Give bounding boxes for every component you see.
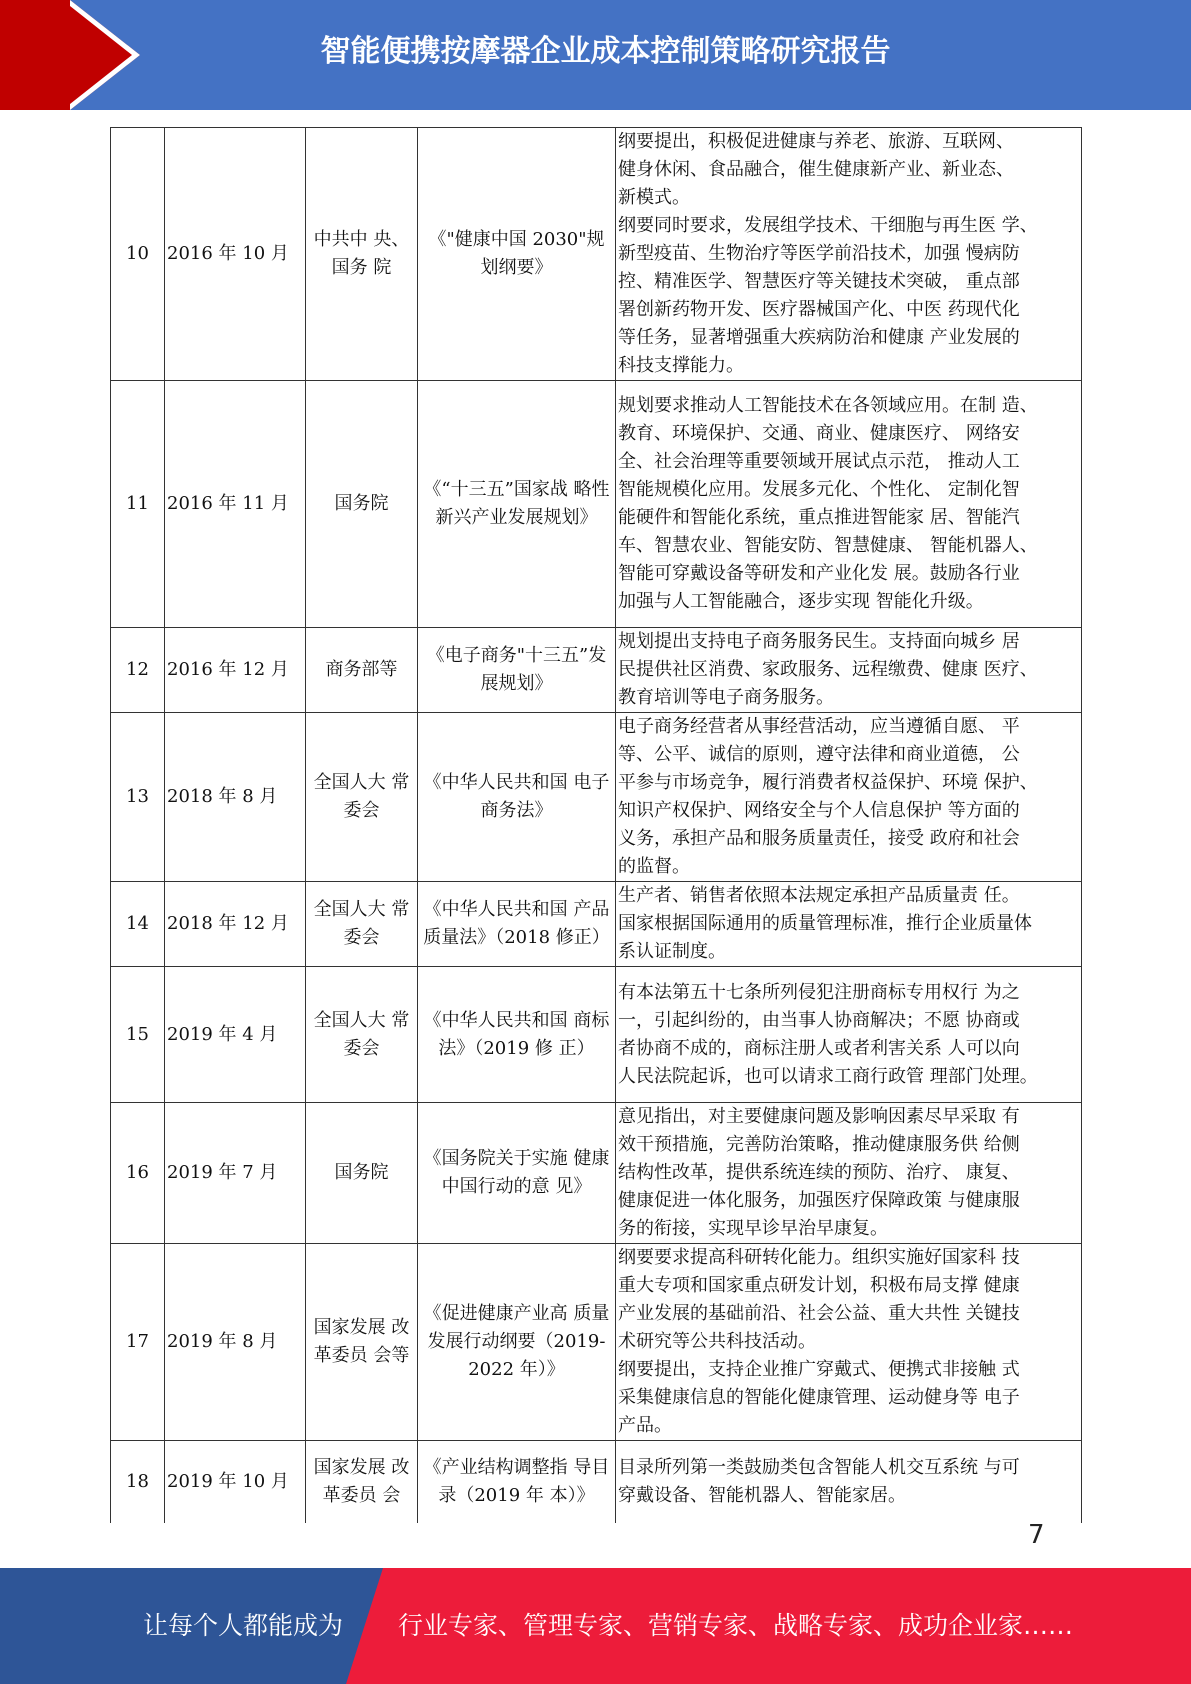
row-issuer-cell: 国务院: [306, 381, 418, 628]
row-issuer-cell: 全国人大 常委会: [306, 967, 418, 1103]
content-line: 车、智慧农业、智能安防、智慧健康、 智能机器人、: [618, 535, 1038, 556]
row-document-cell: 《“十三五”国家战 略性新兴产业发展规划》: [418, 381, 616, 628]
table-row: [111, 1441, 1082, 1523]
row-number-cell: 13: [111, 713, 165, 882]
content-line: 目录所列第一类鼓励类包含智能人机交互系统 与可: [618, 1456, 1020, 1478]
content-line: 纲要要求提高科研转化能力。组织实施好国家科 技: [618, 1247, 1020, 1268]
content-line: 智能规模化应用。发展多元化、个性化、 定制化智: [618, 479, 1020, 500]
row-content-cell: [616, 1244, 1082, 1441]
row-issuer-cell: 国务院: [306, 1103, 418, 1244]
table-row: [111, 381, 1082, 628]
content-line: 规划要求推动人工智能技术在各领域应用。在制 造、: [618, 395, 1038, 416]
row-issuer-cell: 商务部等: [306, 628, 418, 713]
row-number-cell: 15: [111, 967, 165, 1103]
content-line: 新模式。: [618, 187, 690, 208]
row-date-cell: 2019 年 10 月: [165, 1441, 306, 1523]
content-line: 人民法院起诉，也可以请求工商行政管 理部门处理。: [618, 1065, 1038, 1087]
page-footer: [0, 1568, 1191, 1684]
content-line: 产业发展的基础前沿、社会公益、重大共性 关键技: [618, 1303, 1020, 1324]
table-row: [111, 882, 1082, 967]
content-line: 的监督。: [618, 856, 690, 877]
content-line: 民提供社区消费、家政服务、远程缴费、健康 医疗、: [618, 659, 1038, 680]
row-date-cell: 2018 年 8 月: [165, 713, 306, 882]
row-content-cell: [616, 713, 1082, 882]
row-issuer-cell: 中共中 央、国务 院: [306, 128, 418, 381]
row-number-cell: 17: [111, 1244, 165, 1441]
header-chevron-icon: [70, 0, 150, 110]
content-line: 系认证制度。: [618, 941, 726, 962]
row-number-cell: 18: [111, 1441, 165, 1523]
row-date-cell: 2016 年 10 月: [165, 128, 306, 381]
content-line: 健康促进一体化服务，加强医疗保障政策 与健康服: [618, 1190, 1020, 1211]
row-date-cell: 2019 年 7 月: [165, 1103, 306, 1244]
row-document-cell: 《"健康中国 2030"规划纲要》: [418, 128, 616, 381]
content-line: 电子商务经营者从事经营活动，应当遵循自愿、 平: [618, 716, 1020, 737]
table-row: [111, 713, 1082, 882]
row-document-cell: 《中华人民共和国 商标法》（2019 修 正）: [418, 967, 616, 1103]
content-line: 结构性改革，提供系统连续的预防、治疗、 康复、: [618, 1162, 1020, 1183]
content-line: 科技支撑能力。: [618, 355, 744, 376]
row-date-cell: 2016 年 11 月: [165, 381, 306, 628]
row-issuer-cell: 全国人大 常委会: [306, 882, 418, 967]
content-line: 穿戴设备、智能机器人、智能家居。: [618, 1484, 906, 1506]
page-header: [0, 0, 1191, 110]
content-line: 生产者、销售者依照本法规定承担产品质量责 任。: [618, 885, 1020, 906]
table-row: [111, 967, 1082, 1103]
content-line: 国家根据国际通用的质量管理标准，推行企业质量体: [618, 913, 1032, 934]
content-line: 纲要提出，积极促进健康与养老、旅游、互联网、: [618, 131, 1014, 152]
footer-slogan-left: 让每个人都能成为: [143, 1611, 344, 1640]
row-date-cell: 2016 年 12 月: [165, 628, 306, 713]
row-document-cell: 《中华人民共和国 电子商务法》: [418, 713, 616, 882]
content-line: 加强与人工智能融合，逐步实现 智能化升级。: [618, 591, 984, 612]
content-line: 一，引起纠纷的，由当事人协商解决；不愿 协商或: [618, 1009, 1020, 1031]
content-line: 术研究等公共科技活动。: [618, 1331, 816, 1352]
content-line: 规划提出支持电子商务服务民生。支持面向城乡 居: [618, 631, 1020, 652]
content-line: 能硬件和智能化系统，重点推进智能家 居、智能汽: [618, 507, 1020, 528]
content-line: 等任务，显著增强重大疾病防治和健康 产业发展的: [618, 327, 1020, 348]
row-document-cell: 《国务院关于实施 健康中国行动的意 见》: [418, 1103, 616, 1244]
content-line: 新型疫苗、生物治疗等医学前沿技术，加强 慢病防: [618, 243, 1020, 264]
content-line: 教育培训等电子商务服务。: [618, 687, 834, 708]
content-line: 纲要同时要求，发展组学技术、干细胞与再生医 学、: [618, 215, 1038, 236]
content-line: 务的衔接，实现早诊早治早康复。: [618, 1218, 888, 1239]
content-line: 有本法第五十七条所列侵犯注册商标专用权行 为之: [618, 981, 1020, 1003]
content-line: 全、社会治理等重要领域开展试点示范， 推动人工: [618, 451, 1020, 472]
report-title: 智能便携按摩器企业成本控制策略研究报告: [320, 34, 891, 69]
header-red-block: [0, 0, 70, 110]
content-line: 署创新药物开发、医疗器械国产化、中医 药现代化: [618, 299, 1020, 320]
row-number-cell: 16: [111, 1103, 165, 1244]
row-document-cell: 《中华人民共和国 产品质量法》（2018 修正）: [418, 882, 616, 967]
row-content-cell: [616, 967, 1082, 1103]
content-line: 效干预措施，完善防治策略，推动健康服务供 给侧: [618, 1134, 1020, 1155]
row-number-cell: 10: [111, 128, 165, 381]
row-document-cell: 《促进健康产业高 质量发展行动纲要（2019-2022 年）》: [418, 1244, 616, 1441]
row-document-cell: 《电子商务"十三五”发展规划》: [418, 628, 616, 713]
row-number-cell: 11: [111, 381, 165, 628]
row-issuer-cell: 国家发展 改革委员 会等: [306, 1244, 418, 1441]
content-line: 者协商不成的，商标注册人或者利害关系 人可以向: [618, 1037, 1020, 1059]
content-line: 等、公平、诚信的原则，遵守法律和商业道德， 公: [618, 744, 1020, 765]
content-line: 平参与市场竞争，履行消费者权益保护、环境 保护、: [618, 772, 1038, 793]
row-date-cell: 2018 年 12 月: [165, 882, 306, 967]
row-number-cell: 12: [111, 628, 165, 713]
content-line: 义务，承担产品和服务质量责任，接受 政府和社会: [618, 828, 1020, 849]
content-line: 健身休闲、食品融合，催生健康新产业、新业态、: [618, 159, 1014, 180]
table-row: [111, 628, 1082, 713]
row-date-cell: 2019 年 8 月: [165, 1244, 306, 1441]
content-line: 意见指出，对主要健康问题及影响因素尽早采取 有: [618, 1106, 1020, 1127]
content-line: 重大专项和国家重点研发计划，积极布局支撑 健康: [618, 1275, 1020, 1296]
table-row: [111, 1103, 1082, 1244]
table-row: [111, 1244, 1082, 1441]
table-row: [111, 128, 1082, 381]
content-line: 采集健康信息的智能化健康管理、运动健身等 电子: [618, 1387, 1020, 1408]
row-content-cell: [616, 1103, 1082, 1244]
row-document-cell: 《产业结构调整指 导目录（2019 年 本）》: [418, 1441, 616, 1523]
row-content-cell: [616, 381, 1082, 628]
footer-slogan-right: 行业专家、管理专家、营销专家、战略专家、成功企业家……: [398, 1611, 1074, 1640]
policy-table: [110, 127, 1081, 1523]
content-line: 教育、环境保护、交通、商业、健康医疗、 网络安: [618, 423, 1020, 444]
row-content-cell: [616, 882, 1082, 967]
content-line: 控、精准医学、智慧医疗等关键技术突破， 重点部: [618, 271, 1020, 292]
row-content-cell: [616, 1441, 1082, 1523]
content-line: 纲要提出，支持企业推广穿戴式、便携式非接触 式: [618, 1359, 1020, 1380]
row-number-cell: 14: [111, 882, 165, 967]
row-issuer-cell: 国家发展 改革委员 会: [306, 1441, 418, 1523]
content-line: 产品。: [618, 1415, 672, 1436]
content-line: 智能可穿戴设备等研发和产业化发 展。鼓励各行业: [618, 563, 1020, 584]
row-issuer-cell: 全国人大 常委会: [306, 713, 418, 882]
row-date-cell: 2019 年 4 月: [165, 967, 306, 1103]
page-number: 7: [1028, 1520, 1045, 1550]
content-line: 知识产权保护、网络安全与个人信息保护 等方面的: [618, 800, 1020, 821]
row-content-cell: [616, 628, 1082, 713]
row-content-cell: [616, 128, 1082, 381]
